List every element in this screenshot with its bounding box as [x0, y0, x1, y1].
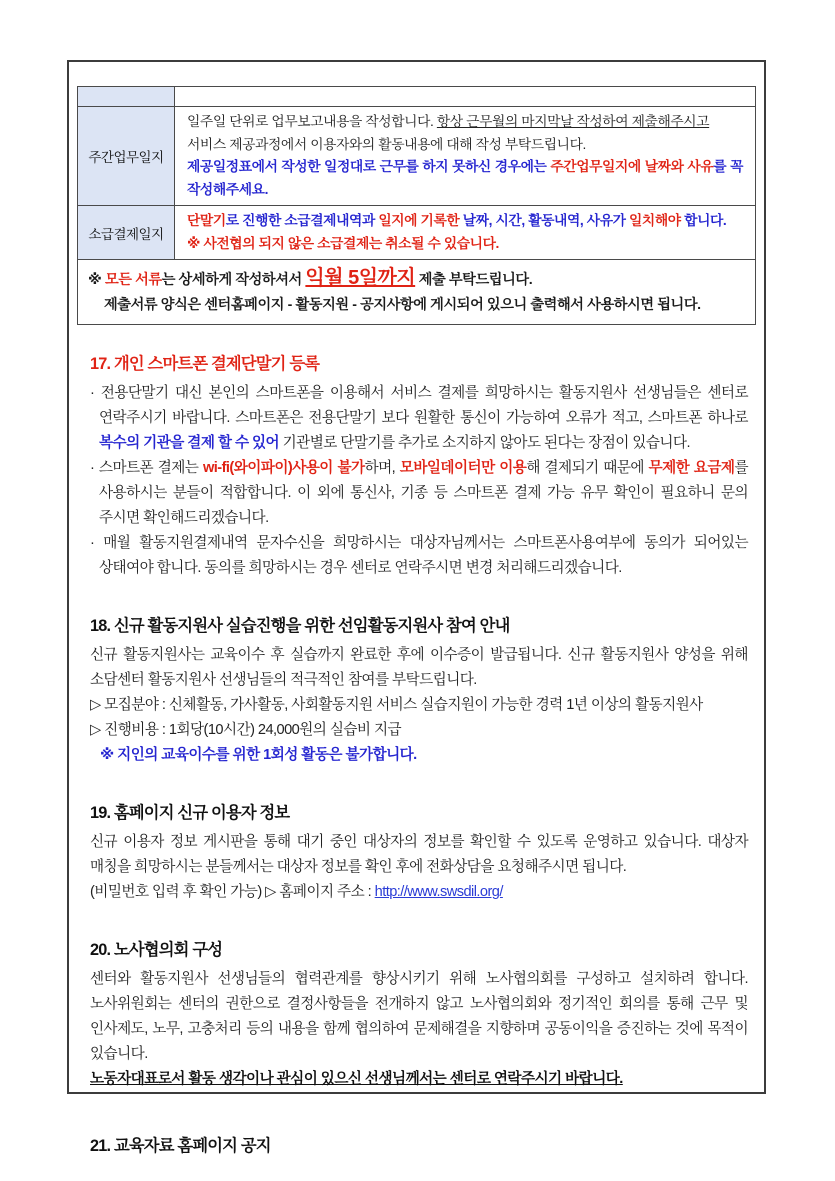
s17-b2-mid1: 하며, [364, 460, 400, 476]
section-17-bullet-1 [90, 381, 748, 456]
s17-b1-pre: · 전용단말기 대신 본인의 스마트폰을 이용해서 서비스 결제를 희망하시는 활동지원사 선생님들은 센터로 연락주시기 바랍니다. 스마트폰은 전용단말기 보다 원활한 통신이 가능하여 오류가 적고, 스마트폰 하나로 [90, 385, 748, 426]
section-19-paragraph: 신규 이용자 정보 게시판을 통해 대기 중인 대상자의 정보를 확인할 수 있도록 운영하고 있습니다. 대상자 매칭을 희망하시는 분들께서는 대상자 정보를 확인 후에 전화상담을 요청해주시면 됩니다. [90, 834, 748, 875]
s17-b2-red3: 무제한 요금제 [648, 460, 735, 476]
s17-b2-red1: wi-fi(와이파이)사용이 불가 [202, 460, 365, 476]
weekly-line3-blue: 제공일정표에서 작성한 일정대로 근무를 하지 못하신 경우에는 [187, 159, 551, 174]
section-20-call-to-action [90, 1067, 748, 1092]
table-row-empty [78, 87, 756, 107]
homepage-link[interactable]: http://www.swsdil.org/ [374, 884, 503, 900]
section-19-link-line [90, 880, 748, 905]
weekly-line1: 일주일 단위로 업무보고내용을 작성합니다. [187, 114, 437, 129]
table-row-retro-log [78, 206, 756, 260]
note-deadline: 익월 5일까지 [305, 267, 416, 289]
table-note-cell [78, 260, 756, 325]
section-20 [90, 936, 748, 1092]
section-18-item-cost: ▷ 진행비용 : 1회당(10시간) 24,000원의 실습비 지급 [90, 722, 402, 738]
section-18-paragraph: 신규 활동지원사는 교육이수 후 실습까지 완료한 후에 이수증이 발급됩니다. 신규 활동지원사 양성을 위해 소담센터 활동지원사 선생님들의 적극적인 참여를 부탁드립니다. [90, 647, 748, 688]
s17-b1-post: 기관별로 단말기를 추가로 소지하지 않아도 된다는 장점이 있습니다. [279, 435, 690, 451]
retro-seg-red2: 일지에 기록한 [378, 213, 460, 228]
section-17-bullet-2 [90, 456, 748, 531]
empty-content-cell [175, 87, 756, 107]
retro-seg-blue1: 로 진행한 소급결제내역과 [225, 213, 379, 228]
retro-line2-warning: ※ 사전협의 되지 않은 소급결제는 취소될 수 있습니다. [187, 235, 499, 251]
note-seg1: ※ [88, 272, 105, 288]
s17-b2-red2: 모바일데이터만 이용 [399, 460, 527, 476]
section-18-item-recruit: ▷ 모집분야 : 신체활동, 가사활동, 사회활동지원 서비스 실습지원이 가능한 경력 1년 이상의 활동지원사 [90, 697, 703, 713]
note-line2: 제출서류 양식은 센터홈페이지 - 활동지원 - 공지사항에 게시되어 있으니 출력해서 사용하시면 됩니다. [104, 297, 701, 313]
s17-b2-post: 를 사용하시는 분들이 적합합니다. 이 외에 통신사, 기종 등 스마트폰 결제 가능 유무 확인이 필요하니 문의 주시면 확인해드리겠습니다. [99, 460, 749, 526]
s17-b1-blue: 복수의 기관을 결제 할 수 있어 [99, 435, 280, 451]
retro-log-label: 소급결제일지 [78, 206, 175, 260]
weekly-line1-underlined: 항상 근무월의 마지막날 작성하여 제출해주시고 [436, 114, 710, 129]
s20-underlined-text: 노동자대표로서 활동 생각이나 관심이 있으신 선생님께서는 센터로 연락주시기 바랍니다. [90, 1071, 623, 1087]
retro-seg-red1: 단말기 [187, 213, 226, 228]
note-seg2-red: 모든 서류 [104, 272, 162, 288]
section-17-bullet-3: · 매월 활동지원결제내역 문자수신을 희망하시는 대상자님께서는 스마트폰사용여부에 동의가 되어있는 상태여야 합니다. 동의를 희망하시는 경우 센터로 연락주시면 변경 처리해드리겠습니다. [90, 535, 748, 576]
section-21 [90, 1132, 748, 1156]
s19-link-prefix: (비밀번호 입력 후 확인 가능) ▷ 홈페이지 주소 : [90, 884, 375, 900]
section-20-paragraph: 센터와 활동지원사 선생님들의 협력관계를 향상시키기 위해 노사협의회를 구성하고 설치하려 합니다. 노사위원회는 센터의 권한으로 결정사항들을 전개하지 않고 노사협의회와 정기적인 회의를 통해 근무 및 인사제도, 노무, 고충처리 등의 내용을 함께 협의하여 문제해결을 지향하며 공동이익을 증진하는 것에 목적이 있습니다. [90, 971, 748, 1062]
retro-seg-blue3: 합니다. [680, 213, 727, 228]
weekly-line3-blue2: 를 꼭 작성해주세요. [187, 159, 744, 197]
section-18-note: ※ 지인의 교육이수를 위한 1회성 활동은 불가합니다. [100, 747, 417, 763]
section-17 [90, 350, 748, 581]
empty-label-cell [78, 87, 175, 107]
weekly-log-content [175, 107, 756, 206]
table-row-weekly-log [78, 107, 756, 206]
section-18-title: 18. 신규 활동지원사 실습진행을 위한 선임활동지원사 참여 안내 [90, 617, 510, 635]
table-row-note [78, 260, 756, 325]
document-sections [90, 350, 748, 1156]
section-17-title: 17. 개인 스마트폰 결제단말기 등록 [90, 355, 320, 373]
retro-seg-blue2: 날짜, 시간, 활동내역, 사유가 [459, 213, 629, 228]
document-page-border [67, 60, 766, 1155]
note-seg3: 는 상세하게 작성하셔서 [161, 272, 306, 288]
section-19 [90, 799, 748, 905]
note-seg5: 제출 부탁드립니다. [415, 272, 533, 288]
section-20-title: 20. 노사협의회 구성 [90, 941, 223, 959]
section-21-title: 21. 교육자료 홈페이지 공지 [90, 1137, 271, 1155]
weekly-line3-red: 주간업무일지에 날짜와 사유 [550, 159, 714, 174]
retro-seg-red3: 일치해야 [628, 213, 681, 228]
retro-log-content [175, 206, 756, 260]
submission-documents-table [77, 86, 756, 325]
s17-b2-pre: · 스마트폰 결제는 [90, 460, 203, 476]
weekly-log-label: 주간업무일지 [78, 107, 175, 206]
s17-b2-mid2: 해 결제되기 때문에 [526, 460, 649, 476]
note-line1 [88, 265, 745, 294]
weekly-line2: 서비스 제공과정에서 이용자와의 활동내용에 대해 작성 부탁드립니다. [187, 136, 586, 152]
section-18 [90, 612, 748, 768]
section-19-title: 19. 홈페이지 신규 이용자 정보 [90, 804, 290, 822]
